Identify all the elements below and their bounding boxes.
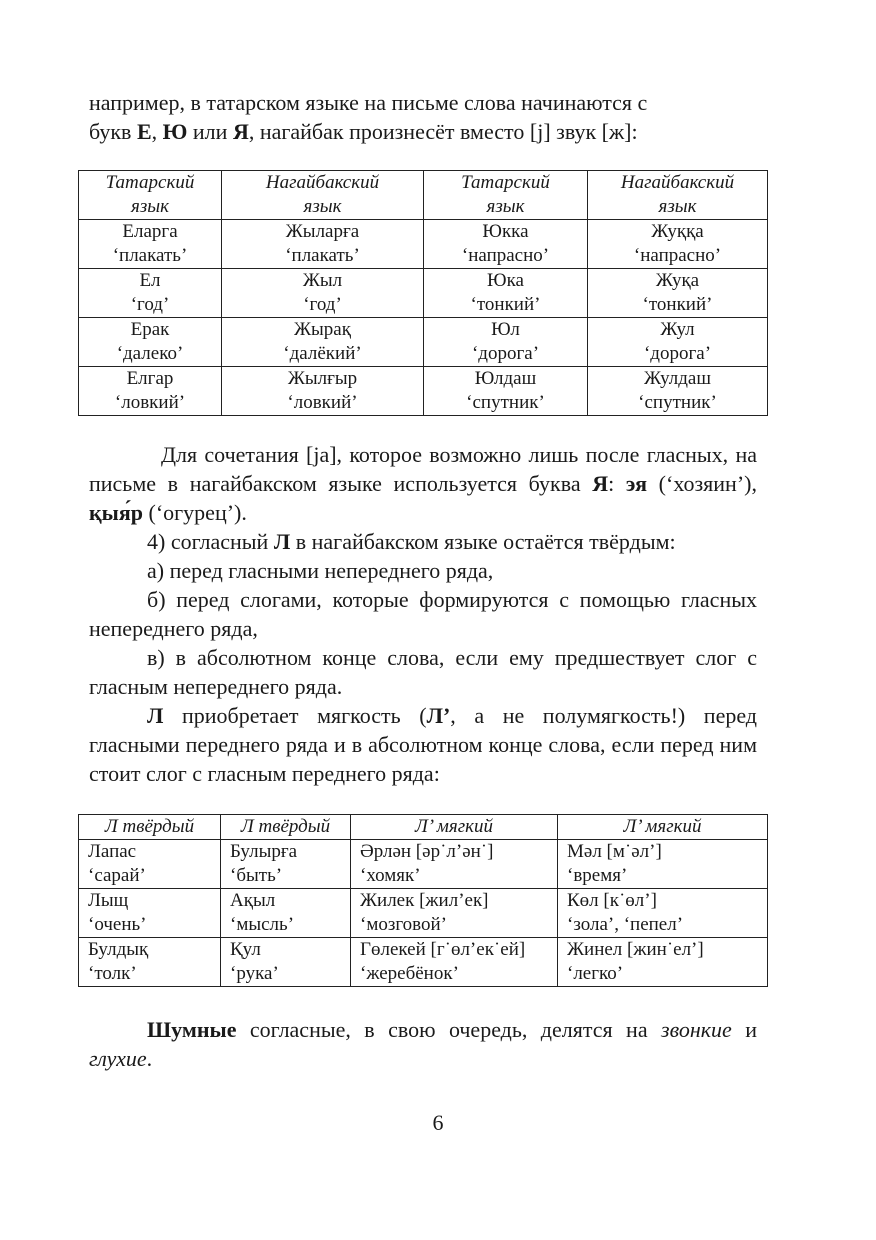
soft-pre: приобретает мягкость ( (163, 703, 427, 728)
table-cell: Ерак ‘далеко’ (79, 318, 222, 367)
word-kyyar: қыя́р (89, 500, 143, 525)
table-cell: Булырға ‘быть’ (221, 840, 351, 889)
table-cell: Жыл ‘год’ (222, 269, 424, 318)
table-row (79, 840, 768, 889)
table-cell: Жылғыр ‘ловкий’ (222, 367, 424, 416)
table-cell: Юлдаш ‘спутник’ (424, 367, 588, 416)
table-cell: Жулдаш ‘спутник’ (588, 367, 768, 416)
table1-header-cell: Нагайбакский язык (222, 171, 424, 220)
table1-header-cell: Нагайбакский язык (588, 171, 768, 220)
table-cell: Лыщ ‘очень’ (79, 889, 221, 938)
table1-header-row (79, 171, 768, 220)
noisy-and: и (731, 1017, 757, 1042)
table2-header-cell: Л’ мягкий (558, 815, 768, 840)
rule-4-letter: Л (273, 529, 291, 554)
table-row (79, 889, 768, 938)
intro-line-2-post: , нагайбак произнесёт вместо [j] звук [ж]: (248, 119, 638, 144)
voiced-term: звонкие (661, 1017, 732, 1042)
table-cell: Жырақ ‘далёкий’ (222, 318, 424, 367)
rule-c: в) в абсолютном конце слова, если ему предшествует слог с гласным непереднего ряда. (89, 645, 757, 699)
table-cell: Жинел [жин˙ел’] ‘легко’ (558, 938, 768, 987)
intro-comma: , (151, 119, 163, 144)
intro-paragraph (89, 88, 757, 146)
ja-letter: Я (592, 471, 609, 496)
rule-4 (89, 527, 757, 556)
letter-e: Е (136, 119, 152, 144)
page-number: 6 (432, 1110, 444, 1135)
table2-header-row (79, 815, 768, 840)
table-cell: Ел ‘год’ (79, 269, 222, 318)
table-cell: Жул ‘дорога’ (588, 318, 768, 367)
soft-letter-l-prime: Л’ (426, 703, 451, 728)
ja-colon: : (608, 471, 626, 496)
table-cell: Гөлекей [г˙өл’ек˙ей] ‘жеребёнок’ (351, 938, 558, 987)
hard-soft-l-table (78, 814, 768, 987)
noisy-paragraph (89, 1015, 757, 1073)
noisy-mid: согласные, в свою очередь, делятся на (236, 1017, 661, 1042)
intro-or: или (187, 119, 233, 144)
rule-4-pre: 4) согласный (147, 529, 274, 554)
table1-header-cell: Татарский язык (424, 171, 588, 220)
table-row (79, 269, 768, 318)
table-cell: Әрлән [әр˙л’ән˙] ‘хомяк’ (351, 840, 558, 889)
page-body (89, 88, 757, 146)
letter-yu: Ю (162, 119, 188, 144)
noisy-end: . (146, 1046, 153, 1071)
table-cell: Ақыл ‘мысль’ (221, 889, 351, 938)
table2-header-cell: Л твёрдый (221, 815, 351, 840)
table-cell: Лапас ‘сарай’ (79, 840, 221, 889)
rule-4-post: в нагайбакском языке остаётся твёрдым: (290, 529, 676, 554)
table2-header-cell: Л’ мягкий (351, 815, 558, 840)
table2-header-cell: Л твёрдый (79, 815, 221, 840)
table-cell: Қул ‘рука’ (221, 938, 351, 987)
gloss-kyyar: (‘огурец’). (143, 500, 247, 525)
table-row (79, 367, 768, 416)
word-eya: эя (625, 471, 648, 496)
intro-line-2-pre: букв (89, 119, 137, 144)
closing-text (89, 1015, 757, 1073)
rule-a: а) перед гласными непереднего ряда, (147, 558, 494, 583)
table-cell: Жуққа ‘напрасно’ (588, 220, 768, 269)
table-cell: Көл [к˙өл’] ‘зола’, ‘пепел’ (558, 889, 768, 938)
soft-letter-l: Л (147, 703, 164, 728)
rule-b: б) перед слогами, которые формируются с помощью гласных непереднего ряда, (89, 587, 757, 641)
soft-paragraph (89, 701, 757, 788)
table-cell: Жыларға ‘плакать’ (222, 220, 424, 269)
soft-post: , а не полумягкость!) перед гласными переднего ряда и в абсолютном конце слова, если перед ним стоит слог с гласным переднего ряда: (89, 703, 758, 786)
table-cell: Юл ‘дорога’ (424, 318, 588, 367)
noisy-term: Шумные (147, 1017, 237, 1042)
tatar-nagaibak-table (78, 170, 768, 416)
ja-paragraph (89, 440, 757, 527)
table-cell: Булдық ‘толк’ (79, 938, 221, 987)
table-cell: Юка ‘тонкий’ (424, 269, 588, 318)
table-cell: Жуқа ‘тонкий’ (588, 269, 768, 318)
table-cell: Мәл [м˙әл’] ‘время’ (558, 840, 768, 889)
table-cell: Еларга ‘плакать’ (79, 220, 222, 269)
table-cell: Жилек [жил’ек] ‘мозговой’ (351, 889, 558, 938)
table-row (79, 220, 768, 269)
gloss-eya: (‘хозяин’), (647, 471, 757, 496)
table-cell: Елгар ‘ловкий’ (79, 367, 222, 416)
intro-line-1: например, в татарском языке на письме слова начинаются с (89, 90, 648, 115)
ja-text: Для сочетания [jа], которое возможно лишь после гласных, на письме в нагайбакском языке используется буква (89, 442, 757, 496)
voiceless-term: глухие (89, 1046, 147, 1071)
table-cell: Юкка ‘напрасно’ (424, 220, 588, 269)
middle-text (89, 440, 757, 788)
letter-ya: Я (232, 119, 249, 144)
table-row (79, 938, 768, 987)
table1-header-cell: Татарский язык (79, 171, 222, 220)
table-row (79, 318, 768, 367)
